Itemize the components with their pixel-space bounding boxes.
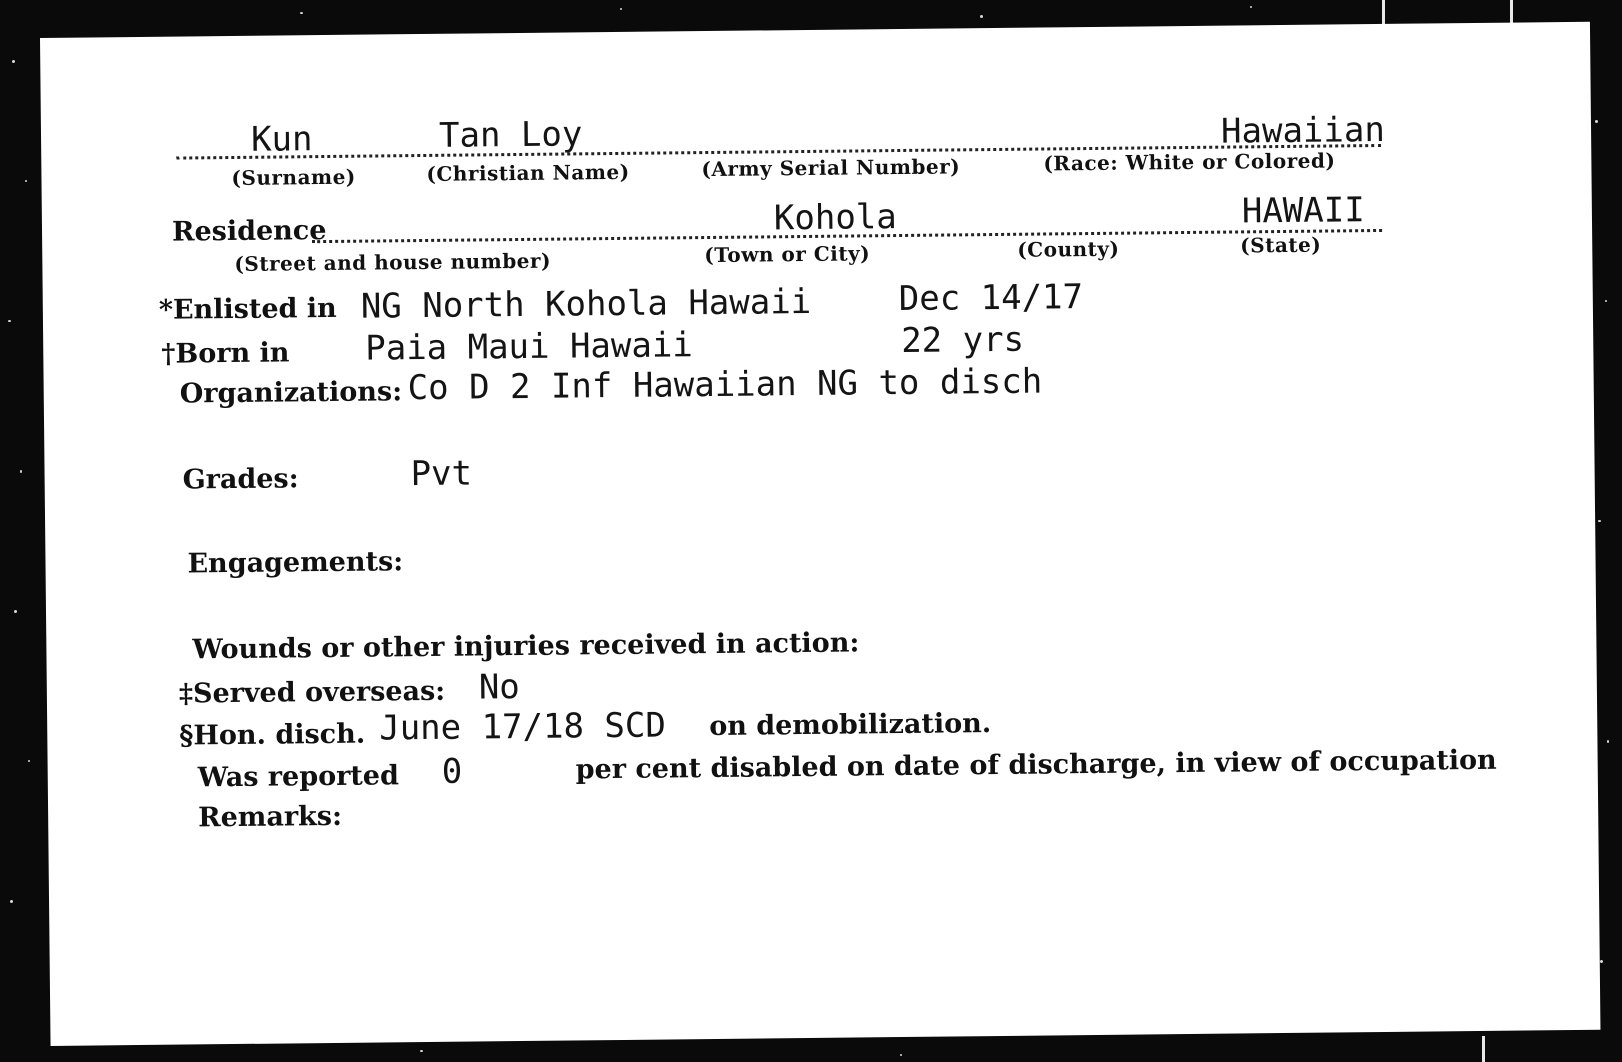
county-caption: (County)	[1017, 236, 1120, 262]
christian-name-caption: (Christian Name)	[426, 159, 630, 186]
disability-suffix: per cent disabled on date of discharge, in view of occupation	[575, 744, 1497, 786]
hon-disch-suffix: on demobilization.	[709, 708, 992, 743]
hon-disch-value: June 17/18 SCD	[379, 705, 667, 749]
grades-value: Pvt	[410, 453, 473, 495]
surname-caption: (Surname)	[231, 164, 356, 191]
was-reported-label: Was reported	[197, 760, 400, 794]
served-overseas-label: ‡Served overseas:	[178, 675, 446, 710]
service-record-card	[40, 22, 1600, 1046]
enlisted-label: *Enlisted in	[158, 292, 337, 326]
remarks-label: Remarks:	[198, 800, 343, 834]
state-caption: (State)	[1240, 232, 1322, 258]
town-value: Kohola	[773, 197, 897, 239]
wounds-label: Wounds or other injuries received in action:	[192, 627, 860, 666]
race-caption: (Race: White or Colored)	[1043, 148, 1336, 176]
street-caption: (Street and house number)	[234, 248, 552, 276]
state-value: HAWAII	[1241, 190, 1365, 232]
army-serial-number-caption: (Army Serial Number)	[701, 154, 961, 182]
organizations-label: Organizations:	[179, 376, 403, 410]
race-value: Hawaiian	[1220, 109, 1386, 152]
surname-value: Kun	[250, 119, 313, 160]
hon-disch-label: §Hon. disch.	[179, 718, 366, 752]
grades-label: Grades:	[182, 463, 299, 496]
christian-name-value: Tan Loy	[438, 114, 583, 156]
enlisted-date-value: Dec 14/17	[898, 277, 1084, 320]
born-age-value: 22 yrs	[901, 319, 1025, 361]
served-overseas-value: No	[478, 667, 520, 708]
enlisted-place-value: NG North Kohola Hawaii	[360, 281, 812, 327]
residence-label: Residence	[171, 215, 327, 248]
town-caption: (Town or City)	[704, 241, 871, 268]
born-place-value: Paia Maui Hawaii	[365, 325, 693, 369]
organizations-value: Co D 2 Inf Hawaiian NG to disch	[407, 361, 1043, 409]
disability-percent-value: 0	[441, 751, 463, 792]
born-label: †Born in	[161, 337, 290, 370]
engagements-label: Engagements:	[187, 546, 404, 580]
